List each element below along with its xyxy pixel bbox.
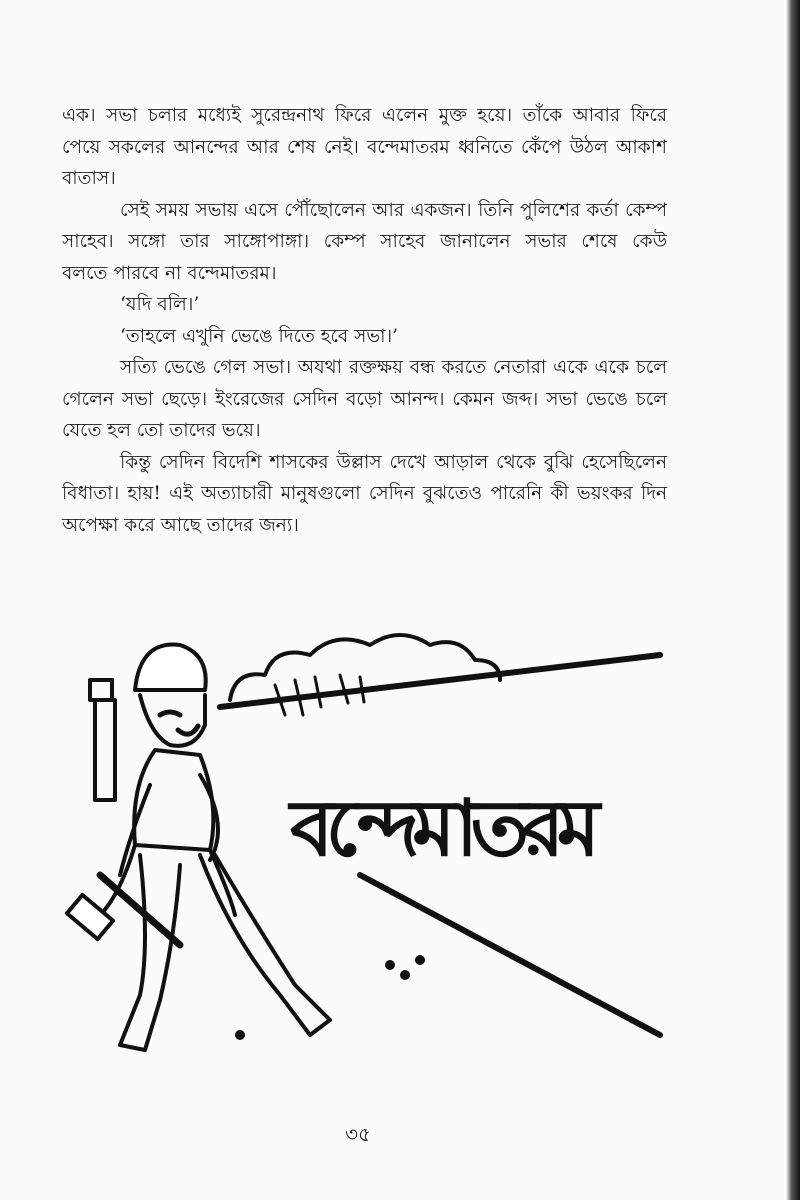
text-line: সেই সময় সভায় এসে পৌঁছোলেন আর একজন। তিনি পুলিশের কর্তা কেম্প [120,199,667,221]
text-line: ‘যদি বলি।’ [120,294,200,315]
text-line: কিন্তু সেদিন বিদেশি শাসকের উল্লাস দেখে আড়াল থেকে বুঝি হেসেছিলেন [120,451,667,473]
text-line: পেয়ে সকলের আনন্দের আর শেষ নেই। বন্দেমাতরম ধ্বনিতে কেঁপে উঠল আকাশ [62,136,667,158]
text-line: সাহেব। সঙ্গো তার সাঙ্গোপাঙ্গা। কেম্প সাহেব জানালেন সভার শেষে কেউ [62,231,667,252]
text-line: বিধাতা। হায়! এই অত্যাচারী মানুষগুলো সেদিন বুঝতেও পারেনি কী ভয়ংকর দিন [62,483,667,504]
page-number: ৩৫ [345,1122,371,1146]
text-line: সত্যি ভেঙে গেল সভা। অযথা রক্তক্ষয় বন্ধ করতে নেতারা একে একে চলে [120,357,667,378]
text-line: বলতে পারবে না বন্দেমাতরম। [62,262,277,284]
text-line: গেলেন সভা ছেড়ে। ইংরেজের সেদিন বড়ো আনন্দ। কেমন জব্দ। সভা ভেঙে চলে [62,388,667,410]
illustration-soldier-smashing-slogan [60,615,680,1085]
slogan-lettering: বন্দেমাতরম [290,784,600,874]
text-line: বাতাস। [62,168,116,189]
text-line: এক। সভা চলার মধ্যেই সুরেন্দ্রনাথ ফিরে এলেন মুক্ত হয়ে। তাঁকে আবার ফিরে [62,105,667,126]
text-line: অপেক্ষা করে আছে তাদের জন্য। [62,514,299,536]
text-line: ‘তাহলে এখুনি ভেঙে দিতে হবে সভা।’ [120,325,398,347]
book-binding-shadow [786,0,800,1200]
text-line: যেতে হল তো তাদের ভয়ে। [62,420,261,441]
body-text [62,100,667,541]
